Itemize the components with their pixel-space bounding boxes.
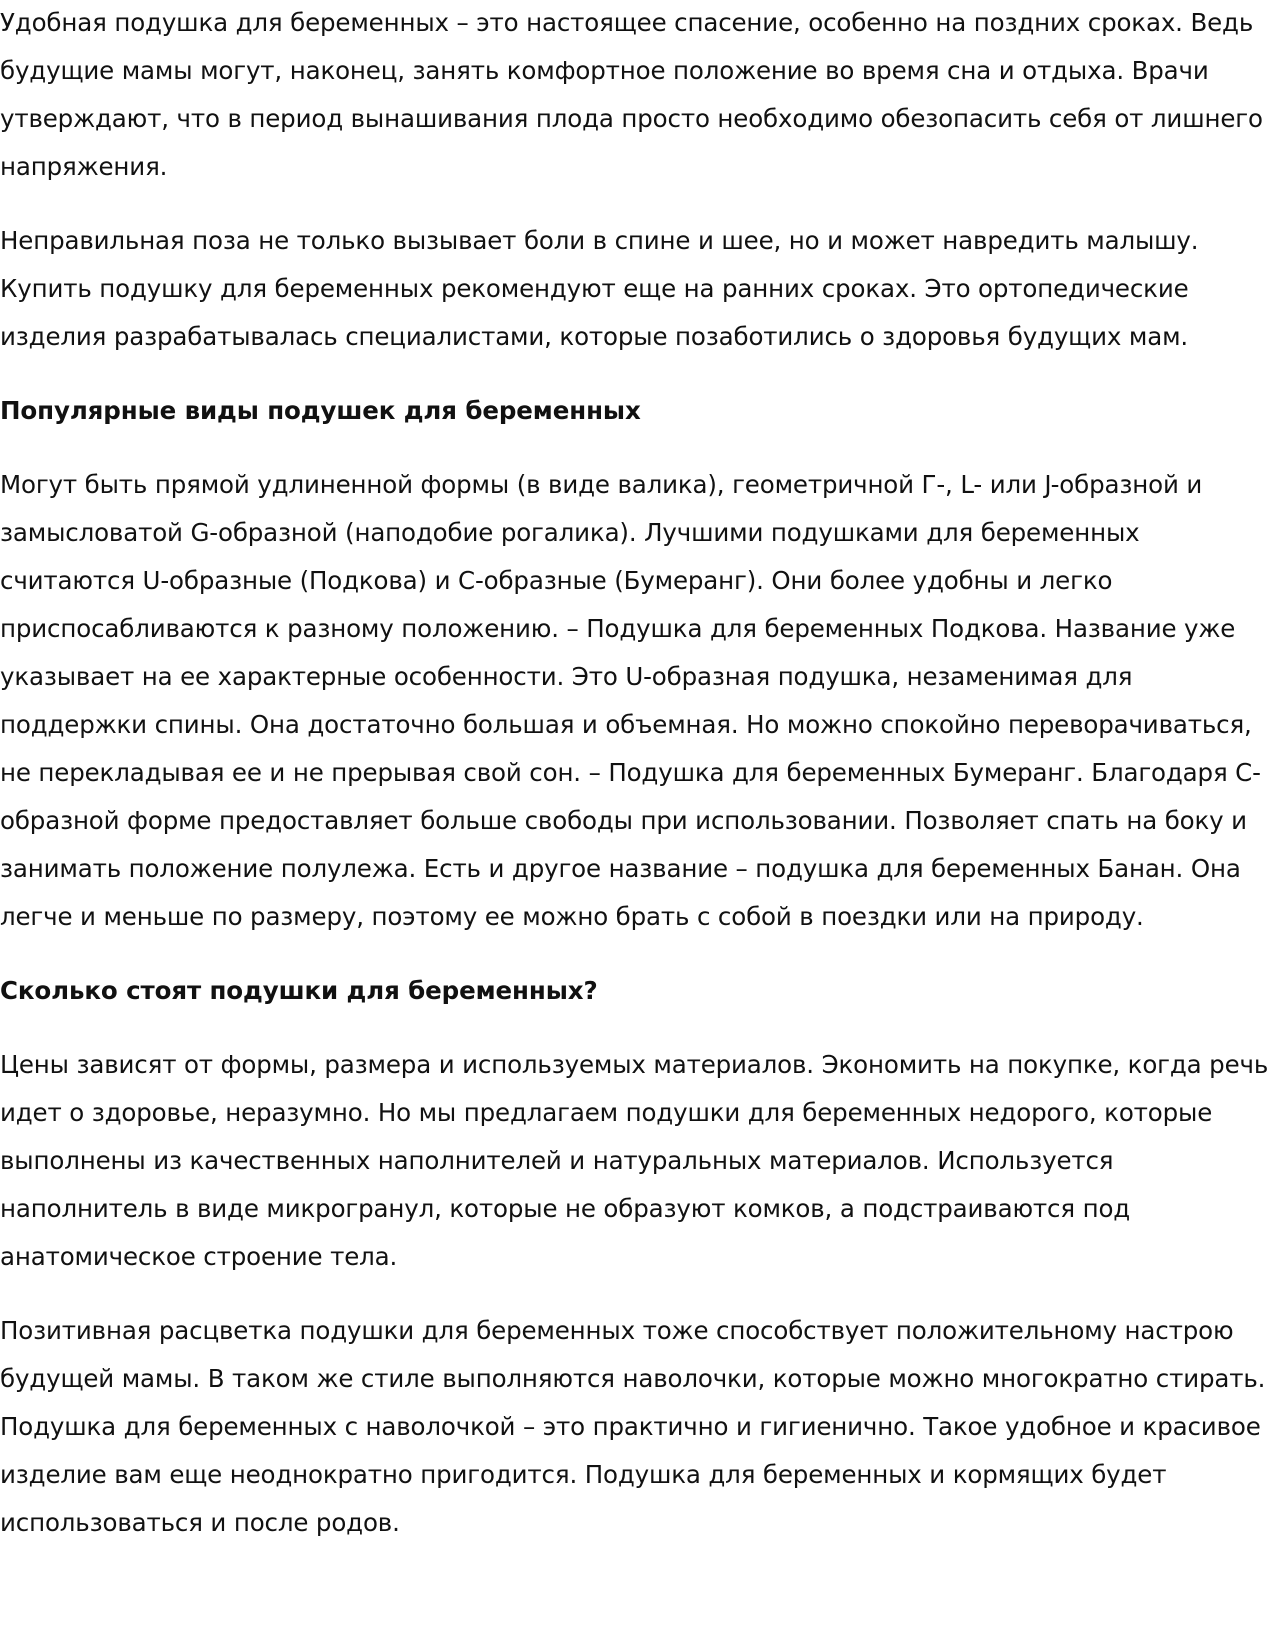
article-paragraph-pillow-types: Могут быть прямой удлиненной формы (в виде валика), геометричной Г-, L- или J-образной и замысловатой G-образной (наподобие рогалика). Лучшими подушками для беременных считаются U-образные (Подкова) и С-образные (Бумеранг). Они более удобны и легко приспосабливаются к разному положению. – Подушка для беременных Подкова. Название уже указывает на ее характерные особенности. Это U-образная подушка, незаменимая для поддержки спины. Она достаточно большая и объемная. Но можно спокойно переворачиваться, не перекладывая ее и не прерывая свой сон. – Подушка для беременных Бумеранг. Благодаря С-образной форме предоставляет больше свободы при использовании. Позволяет спать на боку и занимать положение полулежа. Есть и другое название – подушка для беременных Банан. Она легче и меньше по размеру, поэтому ее можно брать с собой в поездки или на природу. <box>0 470 1261 931</box>
article-paragraph-prices: Цены зависят от формы, размера и используемых материалов. Экономить на покупке, когда речь идет о здоровье, неразумно. Но мы предлагаем подушки для беременных недорого, которые выполнены из качественных наполнителей и натуральных материалов. Используется наполнитель в виде микрогранул, которые не образуют комков, а подстраиваются под анатомическое строение тела. <box>0 1050 1269 1271</box>
section-heading-prices: Сколько стоят подушки для беременных? <box>0 976 598 1005</box>
article-paragraph-posture: Неправильная поза не только вызывает боли в спине и шее, но и может навредить малышу. Купить подушку для беременных рекомендуют еще на ранних сроках. Это ортопедические изделия разрабатывалась специалистами, которые позаботились о здоровья будущих мам. <box>0 226 1199 351</box>
section-heading-pillow-types: Популярные виды подушек для беременных <box>0 396 641 425</box>
article-paragraph-colors: Позитивная расцветка подушки для беременных тоже способствует положительному настрою будущей мамы. В таком же стиле выполняются наволочки, которые можно многократно стирать. Подушка для беременных с наволочкой – это практично и гигиенично. Такое удобное и красивое изделие вам еще неоднократно пригодится. Подушка для беременных и кормящих будет использоваться и после родов. <box>0 1316 1266 1537</box>
article-paragraph-intro: Удобная подушка для беременных – это настоящее спасение, особенно на поздних сроках. Ведь будущие мамы могут, наконец, занять комфортное положение во время сна и отдыха. Врачи утверждают, что в период вынашивания плода просто необходимо обезопасить себя от лишнего напряжения. <box>0 8 1263 181</box>
